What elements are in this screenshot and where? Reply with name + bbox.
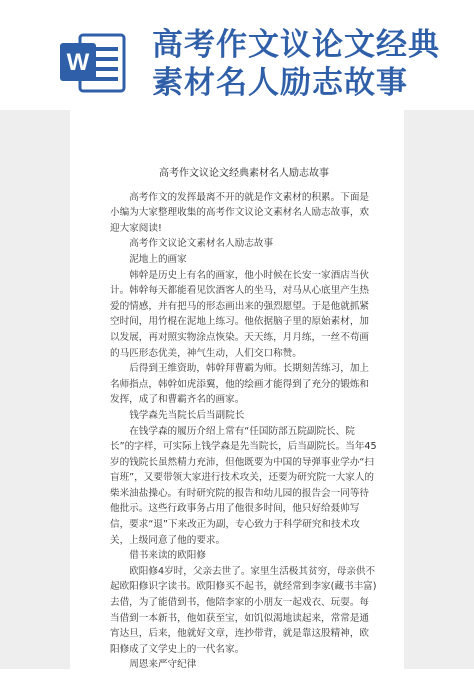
document-content	[110, 166, 378, 673]
paragraph: 后得到王维资助，韩幹拜曹霸为师。长期刻苦练习，加上名师指点，韩幹如虎添翼，他的绘画才能得到了充分的锻炼和发挥，成了和曹霸齐名的画家。	[110, 363, 370, 406]
section-heading: 高考作文议论文素材名人励志故事	[129, 238, 274, 250]
svg-text:W: W	[66, 49, 90, 76]
paragraph-intro: 高考作文的发挥最离不开的就是作文素材的积累。下面是小编为大家整理收集的高考作文议论文素材名人励志故事，欢迎大家阅读!	[110, 191, 370, 234]
header-banner	[0, 0, 474, 110]
story-heading-ouyang-xiu: 借书来读的欧阳修	[129, 550, 206, 562]
banner-title: 高考作文议论文经典素材名人励志故事	[152, 27, 440, 101]
paragraph: 欧阳修4岁时，父亲去世了。家里生活极其贫穷，母亲供不起欧阳修识字读书。欧阳修买不起书，就经常到李家(藏书丰富)去借，为了能借到书，他陪李家的小朋友一起戏衣、玩耍。每当借到一本新书，他如获至宝，如饥似渴地读起来，常常是通宵达旦，后来，他就好文章，连抄带背，就是靠这股精神，欧阳修成了文学史上的一代名家。	[110, 565, 377, 655]
paragraph: 在钱学森的履历介绍上常有“任国防部五院副院长、院长”的字样，可实际上钱学森是先当院长，后当副院长。当年45岁的钱院长虽然精力充沛，但他既要为中国的导弹事业学办“扫盲班”，又要带领大家进行技术攻关，还要为研究院一大家人的柴米油盐操心。有时研究院的报告和幼儿园的报告会一同等待他批示。这些行政事务占用了他很多时间，他只好给聂帅写信，要求“退”下来改正为副，专心致力于科学研究和技术攻关，上级同意了他的要求。	[110, 425, 377, 546]
background-panel-right	[404, 110, 474, 669]
paragraph: 韩幹是历史上有名的画家，他小时候在长安一家酒店当伙计。韩幹每天都能看见饮酒客人的坐马，对马从心底里产生热爱的情感，并有把马的形态画出来的强烈愿望。于是他就抓紧空时间，用竹棍在泥地上练习。他依据脑子里的原始素材，加以发展，再对照实物涂点恢染。天天练，月月练，一丝不苟画的马匹形态优美，神气生动，人们交口称赞。	[110, 269, 370, 359]
background-panel-left	[0, 110, 70, 669]
word-document-icon	[60, 31, 126, 95]
story-heading-zhou-enlai: 周恩来严守纪律	[129, 659, 197, 671]
document-title: 高考作文议论文经典素材名人励志故事	[159, 168, 329, 179]
story-heading-han-gan: 泥地上的画家	[129, 253, 187, 265]
story-heading-qian-xuesen: 钱学森先当院长后当副院长	[129, 409, 245, 421]
